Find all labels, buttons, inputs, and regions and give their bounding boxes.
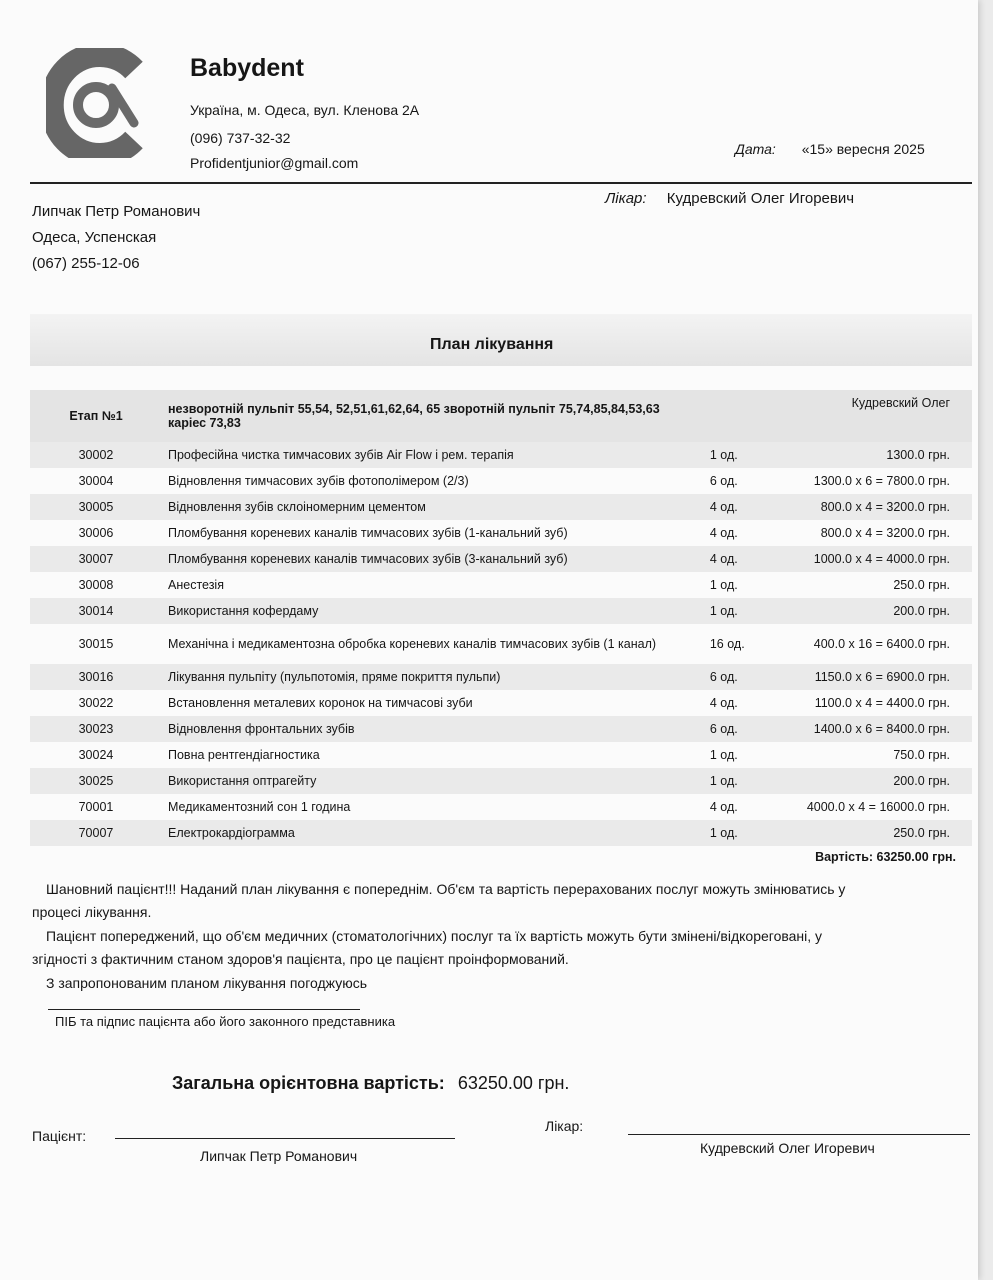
- doctor-label: Лікар:: [605, 190, 647, 207]
- grand-total-value: 63250.00 грн.: [457, 1073, 570, 1093]
- diagnosis-line-2: каріес 73,83: [168, 416, 241, 430]
- item-name: Використання оптрагейту: [162, 768, 704, 794]
- grand-total: [172, 1073, 569, 1094]
- signature-caption: ПІБ та підпис пацієнта або його законного представника: [55, 1014, 396, 1029]
- item-code: 30016: [30, 664, 162, 690]
- item-code: 30005: [30, 494, 162, 520]
- item-price: 800.0 х 4 = 3200.0 грн.: [788, 494, 972, 520]
- notice-paragraph-1-line-2: процесі лікування.: [32, 904, 152, 920]
- item-qty: 4 од.: [709, 800, 738, 814]
- agreement-text: З запропонованим планом лікування погоджуюсь: [46, 975, 367, 991]
- patient-sign-line: [115, 1138, 455, 1139]
- item-code: 30023: [30, 716, 162, 742]
- item-code: 30006: [78, 526, 114, 540]
- item-qty: 6 од.: [704, 664, 788, 690]
- item-code: 30024: [78, 748, 114, 762]
- stage-label: Етап №1: [30, 390, 162, 442]
- item-code: 30008: [78, 578, 114, 592]
- clinic-email: Profidentjunior@gmail.com: [190, 155, 359, 171]
- item-price: 1000.0 х 4 = 4000.0 грн.: [788, 546, 972, 572]
- item-price: 250.0 грн.: [788, 820, 972, 846]
- item-code: 30015: [78, 637, 114, 651]
- treatment-plan-table: [30, 390, 972, 868]
- item-price: 400.0 х 16 = 6400.0 грн.: [813, 637, 950, 651]
- patient-sign-label: Пацієнт:: [32, 1128, 87, 1144]
- item-price: 1300.0 грн.: [788, 442, 972, 468]
- patient-signature-line: [48, 1009, 360, 1010]
- item-qty: 1 од.: [704, 442, 788, 468]
- item-qty: 6 од.: [704, 716, 788, 742]
- item-qty: 1 од.: [704, 820, 788, 846]
- item-code: 30007: [30, 546, 162, 572]
- item-price: 800.0 х 4 = 3200.0 грн.: [820, 526, 950, 540]
- item-code: 70007: [30, 820, 162, 846]
- clinic-name: Babydent: [190, 54, 304, 82]
- item-price: 750.0 грн.: [893, 748, 950, 762]
- diagnosis-line-1: незворотній пульпіт 55,54, 52,51,61,62,64, 65 зворотній пульпіт 75,74,85,84,53,63: [168, 402, 660, 416]
- item-name: Анестезія: [168, 578, 224, 592]
- clinic-phone: (096) 737-32-32: [190, 130, 291, 146]
- item-qty: 4 од.: [709, 696, 738, 710]
- date-label: Дата:: [735, 141, 776, 157]
- date-value: «15» вересня 2025: [801, 141, 925, 157]
- item-name: Медикаментозний сон 1 година: [168, 800, 351, 814]
- plan-title: План лікування: [430, 336, 554, 353]
- item-code: 30022: [78, 696, 114, 710]
- item-code: 30014: [30, 598, 162, 624]
- item-name: Відновлення зубів склоіномерним цементом: [162, 494, 704, 520]
- item-qty: 6 од.: [709, 474, 738, 488]
- item-name: Відновлення тимчасових зубів фотополімером (2/3): [168, 474, 469, 488]
- item-name: Професійна чистка тимчасових зубів Air Flow і рем. терапія: [162, 442, 704, 468]
- grand-total-label: Загальна орієнтовна вартість:: [172, 1073, 445, 1093]
- doctor-sign-label: Лікар:: [545, 1118, 584, 1134]
- item-price: 200.0 грн.: [788, 768, 972, 794]
- doctor-name: Кудревский Олег Игоревич: [666, 190, 855, 207]
- item-qty: 1 од.: [704, 768, 788, 794]
- item-price: 4000.0 х 4 = 16000.0 грн.: [806, 800, 950, 814]
- plan-total: Вартість: 63250.00 грн.: [815, 850, 956, 864]
- patient-phone: (067) 255-12-06: [32, 255, 140, 272]
- item-name: Механічна і медикаментозна обробка кореневих каналів тимчасових зубів (1 канал): [168, 637, 657, 651]
- patient-name: Липчак Петр Романович: [32, 203, 201, 220]
- item-name: Пломбування кореневих каналів тимчасових зубів (3-канальний зуб): [162, 546, 704, 572]
- item-price: 250.0 грн.: [893, 578, 950, 592]
- item-price: 1150.0 х 6 = 6900.0 грн.: [788, 664, 972, 690]
- stage-diagnosis: [162, 390, 704, 442]
- item-qty: 4 од.: [704, 546, 788, 572]
- item-name: Повна рентгендіагностика: [168, 748, 320, 762]
- item-name: Встановлення металевих коронок на тимчасові зуби: [168, 696, 473, 710]
- stage-row: [30, 390, 972, 442]
- stage-doctor: Кудревский Олег: [788, 390, 972, 442]
- item-qty: 1 од.: [704, 598, 788, 624]
- item-name: Лікування пульпіту (пульпотомія, пряме покриття пульпи): [162, 664, 704, 690]
- total-row: [30, 846, 972, 868]
- doctor-sign-line: [628, 1134, 970, 1135]
- item-name: Електрокардіограмма: [162, 820, 704, 846]
- item-qty: 4 од.: [704, 494, 788, 520]
- item-name: Використання кофердаму: [162, 598, 704, 624]
- item-name: Пломбування кореневих каналів тимчасових зубів (1-канальний зуб): [168, 526, 568, 540]
- item-code: 30025: [30, 768, 162, 794]
- item-price: 1100.0 х 4 = 4400.0 грн.: [814, 696, 950, 710]
- plan-title-band: [30, 314, 972, 366]
- date-block: [735, 141, 925, 157]
- patient-sign-name: Липчак Петр Романович: [200, 1148, 358, 1164]
- item-code: 70001: [78, 800, 114, 814]
- header-divider: [30, 182, 972, 184]
- item-code: 30002: [30, 442, 162, 468]
- notice-paragraph-2-line-2: згідності з фактичним станом здоров'я пацієнта, про це пацієнт проінформований.: [32, 951, 569, 967]
- notice-paragraph-1-line-1: Шановний пацієнт!!! Наданий план лікування є попереднім. Об'єм та вартість перерахованих послуг можуть змінюватись у: [46, 881, 846, 897]
- item-code: 30004: [78, 474, 114, 488]
- item-name: Відновлення фронтальних зубів: [162, 716, 704, 742]
- doctor-header: [605, 190, 854, 207]
- item-price: 1300.0 х 6 = 7800.0 грн.: [813, 474, 950, 488]
- item-qty: 16 од.: [709, 637, 745, 651]
- item-qty: 1 од.: [709, 748, 738, 762]
- item-qty: 4 од.: [709, 526, 738, 540]
- doctor-sign-name: Кудревский Олег Игоревич: [700, 1140, 875, 1156]
- clinic-address: Україна, м. Одеса, вул. Кленова 2А: [190, 102, 420, 118]
- item-price: 200.0 грн.: [788, 598, 972, 624]
- item-qty: 1 од.: [709, 578, 738, 592]
- item-price: 1400.0 х 6 = 8400.0 грн.: [788, 716, 972, 742]
- clinic-logo-icon: [46, 48, 146, 158]
- patient-city: Одеса, Успенская: [32, 229, 157, 246]
- notice-paragraph-2-line-1: Пацієнт попереджений, що об'єм медичних (стоматологічних) послуг та їх вартість можуть бути змінені/відкореговані, у: [46, 928, 823, 944]
